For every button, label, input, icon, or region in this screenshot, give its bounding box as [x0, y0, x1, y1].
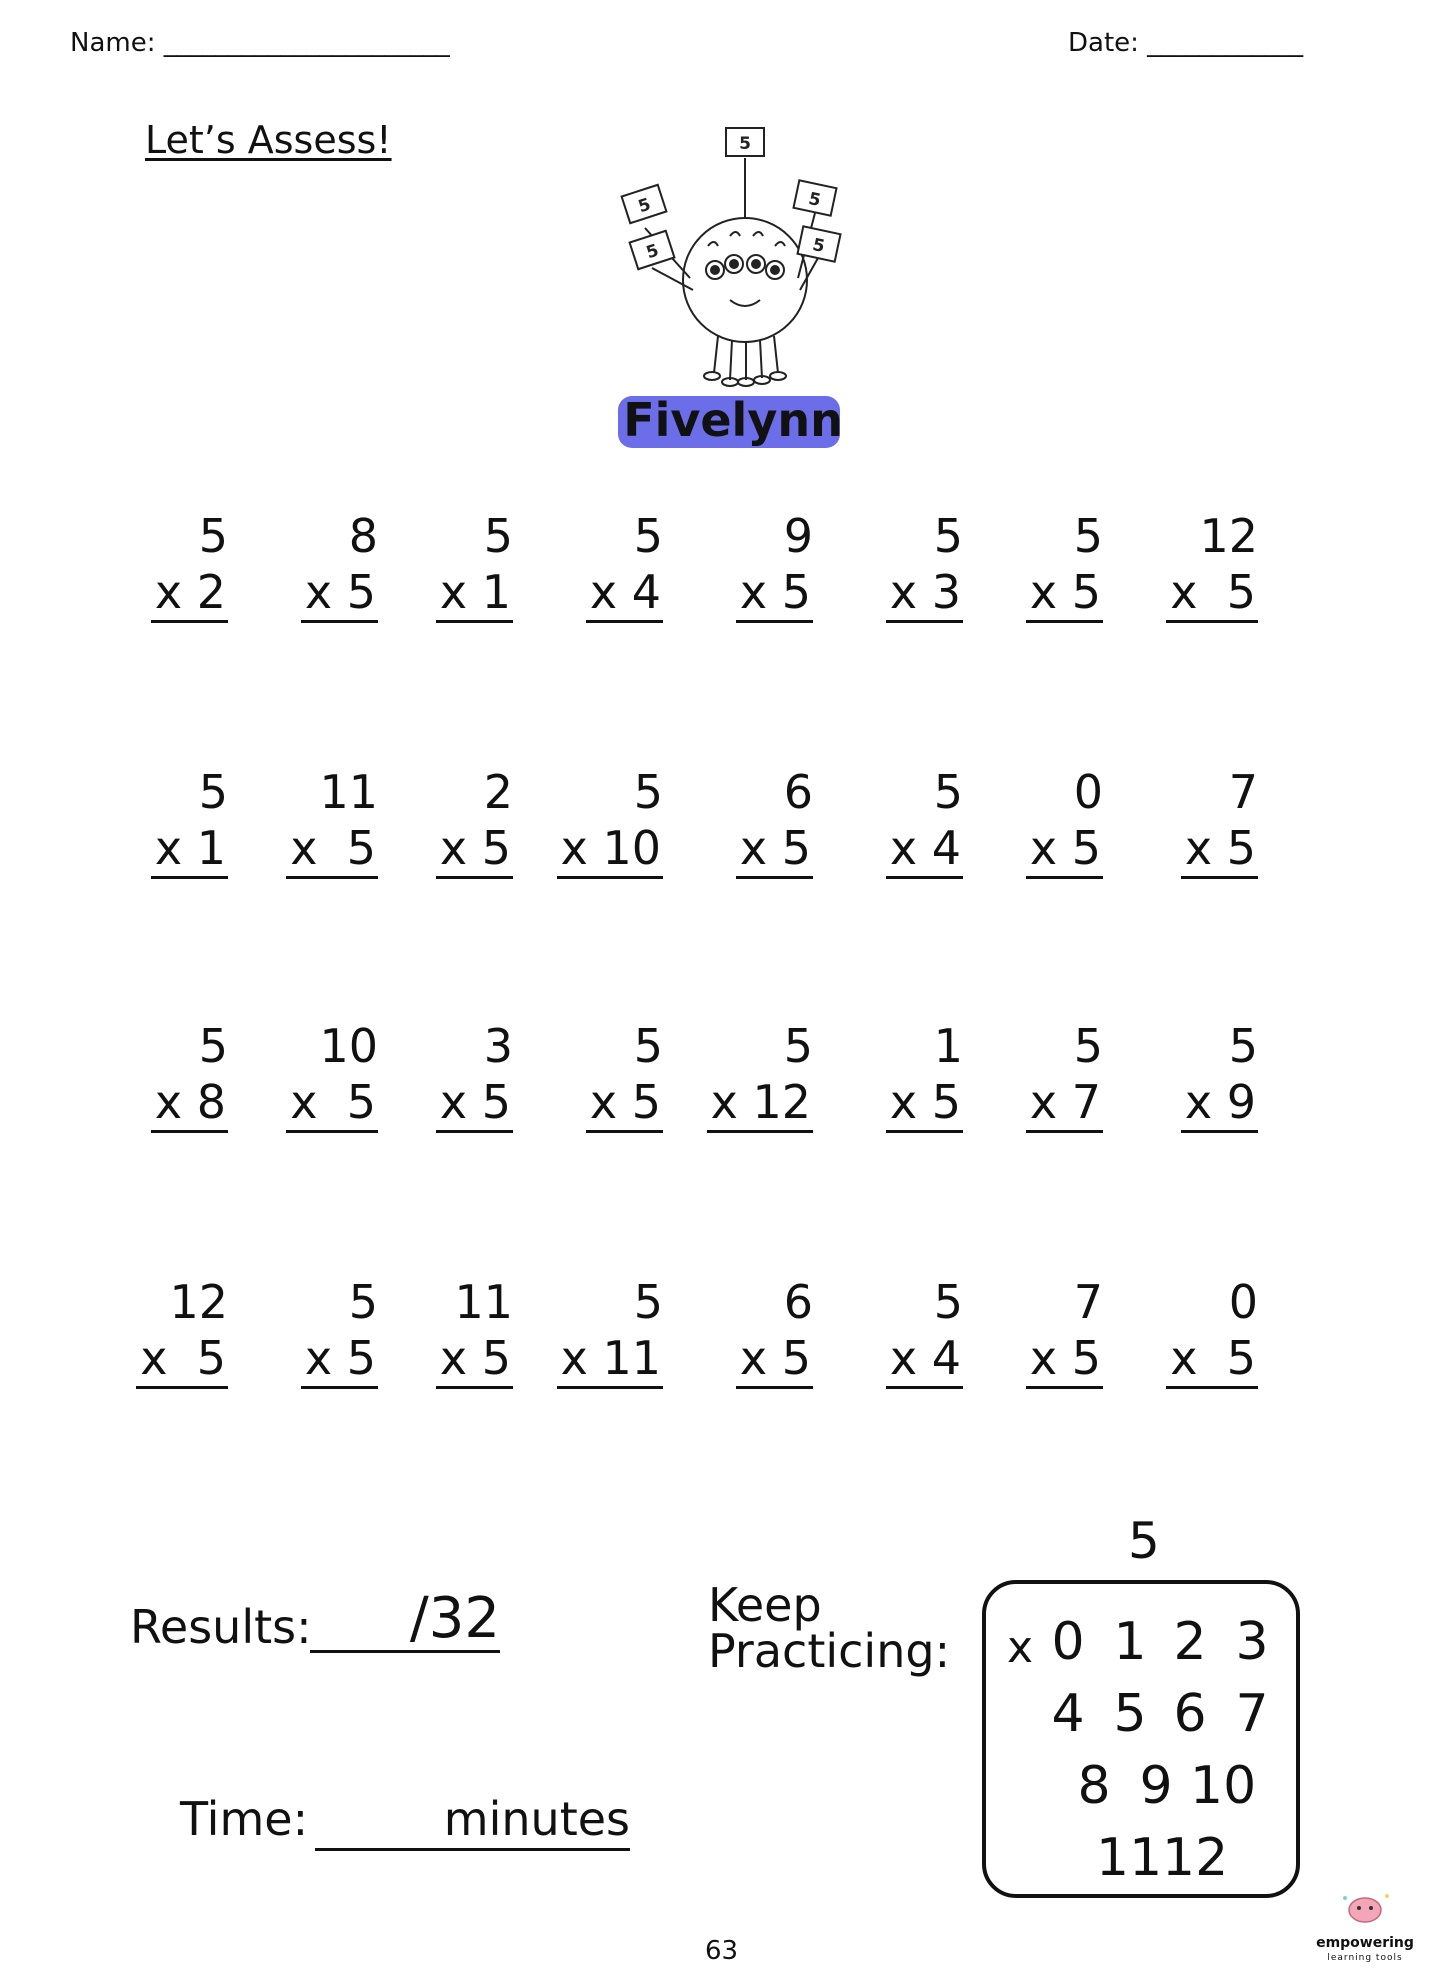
multiplication-problem: [555, 508, 675, 638]
multiplication-problem: [1150, 1018, 1270, 1148]
fact-factor: 4: [1051, 1684, 1085, 1744]
multiplication-problem: [855, 764, 975, 894]
problem-top-number: 7: [1073, 1275, 1103, 1329]
mascot-name: Fivelynn: [623, 393, 843, 447]
logo-tagline: learning tools: [1327, 1953, 1403, 1963]
problem-top-number: 3: [483, 1019, 513, 1073]
problem-top-number: 6: [783, 765, 813, 819]
problem-top-number: 0: [1073, 765, 1103, 819]
problem-top-number: 5: [783, 1019, 813, 1073]
multiplication-problem: [705, 1274, 825, 1404]
problem-multiplier: x 4: [886, 1330, 963, 1389]
keep-practicing-line1: Keep: [708, 1578, 822, 1632]
multiplication-problem: [120, 1018, 240, 1148]
page-number: 63: [705, 1936, 739, 1966]
multiplication-problem: [995, 1018, 1115, 1148]
fact-family-number: 5: [1128, 1512, 1160, 1570]
page-title: Let’s Assess!: [145, 118, 392, 162]
problem-multiplier: x 5: [436, 1074, 513, 1133]
multiplication-problem: [855, 1018, 975, 1148]
name-field-label: Name: ______________________: [70, 28, 450, 58]
fact-factor: 1: [1113, 1612, 1147, 1672]
multiplication-problem: [405, 508, 525, 638]
problem-top-number: 9: [783, 509, 813, 563]
svg-text:5: 5: [806, 188, 823, 211]
multiplication-problem: [1150, 764, 1270, 894]
svg-text:5: 5: [635, 194, 654, 218]
multiplication-problem: [270, 1274, 390, 1404]
problem-multiplier: x 5: [1166, 564, 1258, 623]
svg-text:5: 5: [643, 240, 662, 264]
problem-multiplier: x 10: [557, 820, 663, 879]
problem-multiplier: x 5: [886, 1074, 963, 1133]
problem-multiplier: x 12: [707, 1074, 813, 1133]
problem-top-number: 12: [169, 1275, 228, 1329]
problem-top-number: 5: [198, 509, 228, 563]
fact-factor: 12: [1162, 1828, 1229, 1888]
problem-multiplier: x 5: [1166, 1330, 1258, 1389]
results-score-field[interactable]: [310, 1588, 500, 1653]
problem-top-number: 5: [1228, 1019, 1258, 1073]
problem-top-number: 11: [454, 1275, 513, 1329]
problem-top-number: 2: [483, 765, 513, 819]
time-field[interactable]: [315, 1790, 630, 1851]
multiplication-problem: [555, 1274, 675, 1404]
multiplication-problem: [1150, 508, 1270, 638]
problem-top-number: 5: [198, 1019, 228, 1073]
time-label: Time:: [180, 1792, 309, 1846]
multiplication-problem: [555, 764, 675, 894]
problem-multiplier: x 5: [436, 820, 513, 879]
problem-multiplier: x 5: [286, 820, 378, 879]
problem-top-number: 5: [633, 765, 663, 819]
multiplication-problem: [995, 764, 1115, 894]
fact-operator: x: [1006, 1622, 1034, 1673]
problem-top-number: 5: [198, 765, 228, 819]
fact-factors-box: [982, 1580, 1300, 1898]
multiplication-problem: [120, 764, 240, 894]
problem-multiplier: x 2: [151, 564, 228, 623]
problem-multiplier: x 5: [736, 820, 813, 879]
multiplication-problem: [120, 508, 240, 638]
problem-top-number: 1: [933, 1019, 963, 1073]
problem-multiplier: x 1: [151, 820, 228, 879]
problem-multiplier: x 5: [1181, 820, 1258, 879]
multiplication-problem: [705, 1018, 825, 1148]
multiplication-problem: [270, 1018, 390, 1148]
multiplication-problem: [405, 1274, 525, 1404]
fact-factor: 9: [1139, 1756, 1173, 1816]
problem-multiplier: x 5: [1026, 564, 1103, 623]
problem-multiplier: x 8: [151, 1074, 228, 1133]
fivelynn-mascot-illustration: [590, 118, 860, 458]
problem-multiplier: x 3: [886, 564, 963, 623]
problem-top-number: 0: [1228, 1275, 1258, 1329]
multiplication-problem: [995, 1274, 1115, 1404]
multiplication-problem: [855, 1274, 975, 1404]
problem-top-number: 8: [348, 509, 378, 563]
problem-top-number: 5: [348, 1275, 378, 1329]
logo-name: empowering: [1316, 1935, 1414, 1951]
problem-multiplier: x 5: [301, 564, 378, 623]
problem-top-number: 5: [1073, 1019, 1103, 1073]
problem-multiplier: x 5: [286, 1074, 378, 1133]
multiplication-problem: [1150, 1274, 1270, 1404]
problem-multiplier: x 5: [1026, 820, 1103, 879]
problem-top-number: 5: [633, 509, 663, 563]
problem-top-number: 6: [783, 1275, 813, 1329]
multiplication-problem: [995, 508, 1115, 638]
problem-top-number: 5: [933, 765, 963, 819]
multiplication-problem: [270, 764, 390, 894]
problem-multiplier: x 11: [557, 1330, 663, 1389]
svg-text:5: 5: [739, 134, 751, 154]
date-field-label: Date: ____________: [1068, 28, 1304, 58]
multiplication-problem: [855, 508, 975, 638]
problem-multiplier: x 5: [736, 1330, 813, 1389]
problem-multiplier: x 5: [301, 1330, 378, 1389]
problem-multiplier: x 4: [886, 820, 963, 879]
problem-top-number: 11: [319, 765, 378, 819]
fact-factor: 2: [1173, 1612, 1207, 1672]
fact-factor: 10: [1190, 1756, 1257, 1816]
multiplication-problem: [705, 764, 825, 894]
problem-multiplier: x 9: [1181, 1074, 1258, 1133]
fact-factor: 7: [1235, 1684, 1269, 1744]
problem-top-number: 5: [483, 509, 513, 563]
fact-factor: 8: [1077, 1756, 1111, 1816]
problem-top-number: 5: [933, 1275, 963, 1329]
problem-multiplier: x 5: [436, 1330, 513, 1389]
fact-factor: 5: [1113, 1684, 1147, 1744]
problem-multiplier: x 5: [1026, 1330, 1103, 1389]
problem-top-number: 5: [633, 1275, 663, 1329]
multiplication-problem: [705, 508, 825, 638]
multiplication-problem: [270, 508, 390, 638]
problem-multiplier: x 7: [1026, 1074, 1103, 1133]
time-unit: minutes: [443, 1792, 630, 1846]
results-total: /32: [409, 1586, 500, 1651]
problem-top-number: 12: [1199, 509, 1258, 563]
fact-factor: 3: [1235, 1612, 1269, 1672]
fact-factor: 11: [1096, 1828, 1163, 1888]
multiplication-problem: [405, 764, 525, 894]
problem-top-number: 10: [319, 1019, 378, 1073]
multiplication-problem: [120, 1274, 240, 1404]
problem-top-number: 5: [933, 509, 963, 563]
fact-factor: 6: [1173, 1684, 1207, 1744]
fact-factor: 0: [1051, 1612, 1085, 1672]
results-label: Results:: [130, 1600, 312, 1654]
problem-multiplier: x 5: [586, 1074, 663, 1133]
problem-top-number: 5: [1073, 509, 1103, 563]
problem-top-number: 7: [1228, 765, 1258, 819]
problem-multiplier: x 4: [586, 564, 663, 623]
multiplication-problem: [555, 1018, 675, 1148]
problem-top-number: 5: [633, 1019, 663, 1073]
svg-text:5: 5: [810, 234, 827, 257]
problem-multiplier: x 5: [136, 1330, 228, 1389]
problem-multiplier: x 5: [736, 564, 813, 623]
multiplication-problem: [405, 1018, 525, 1148]
keep-practicing-line2: Practicing:: [708, 1624, 951, 1678]
problem-multiplier: x 1: [436, 564, 513, 623]
